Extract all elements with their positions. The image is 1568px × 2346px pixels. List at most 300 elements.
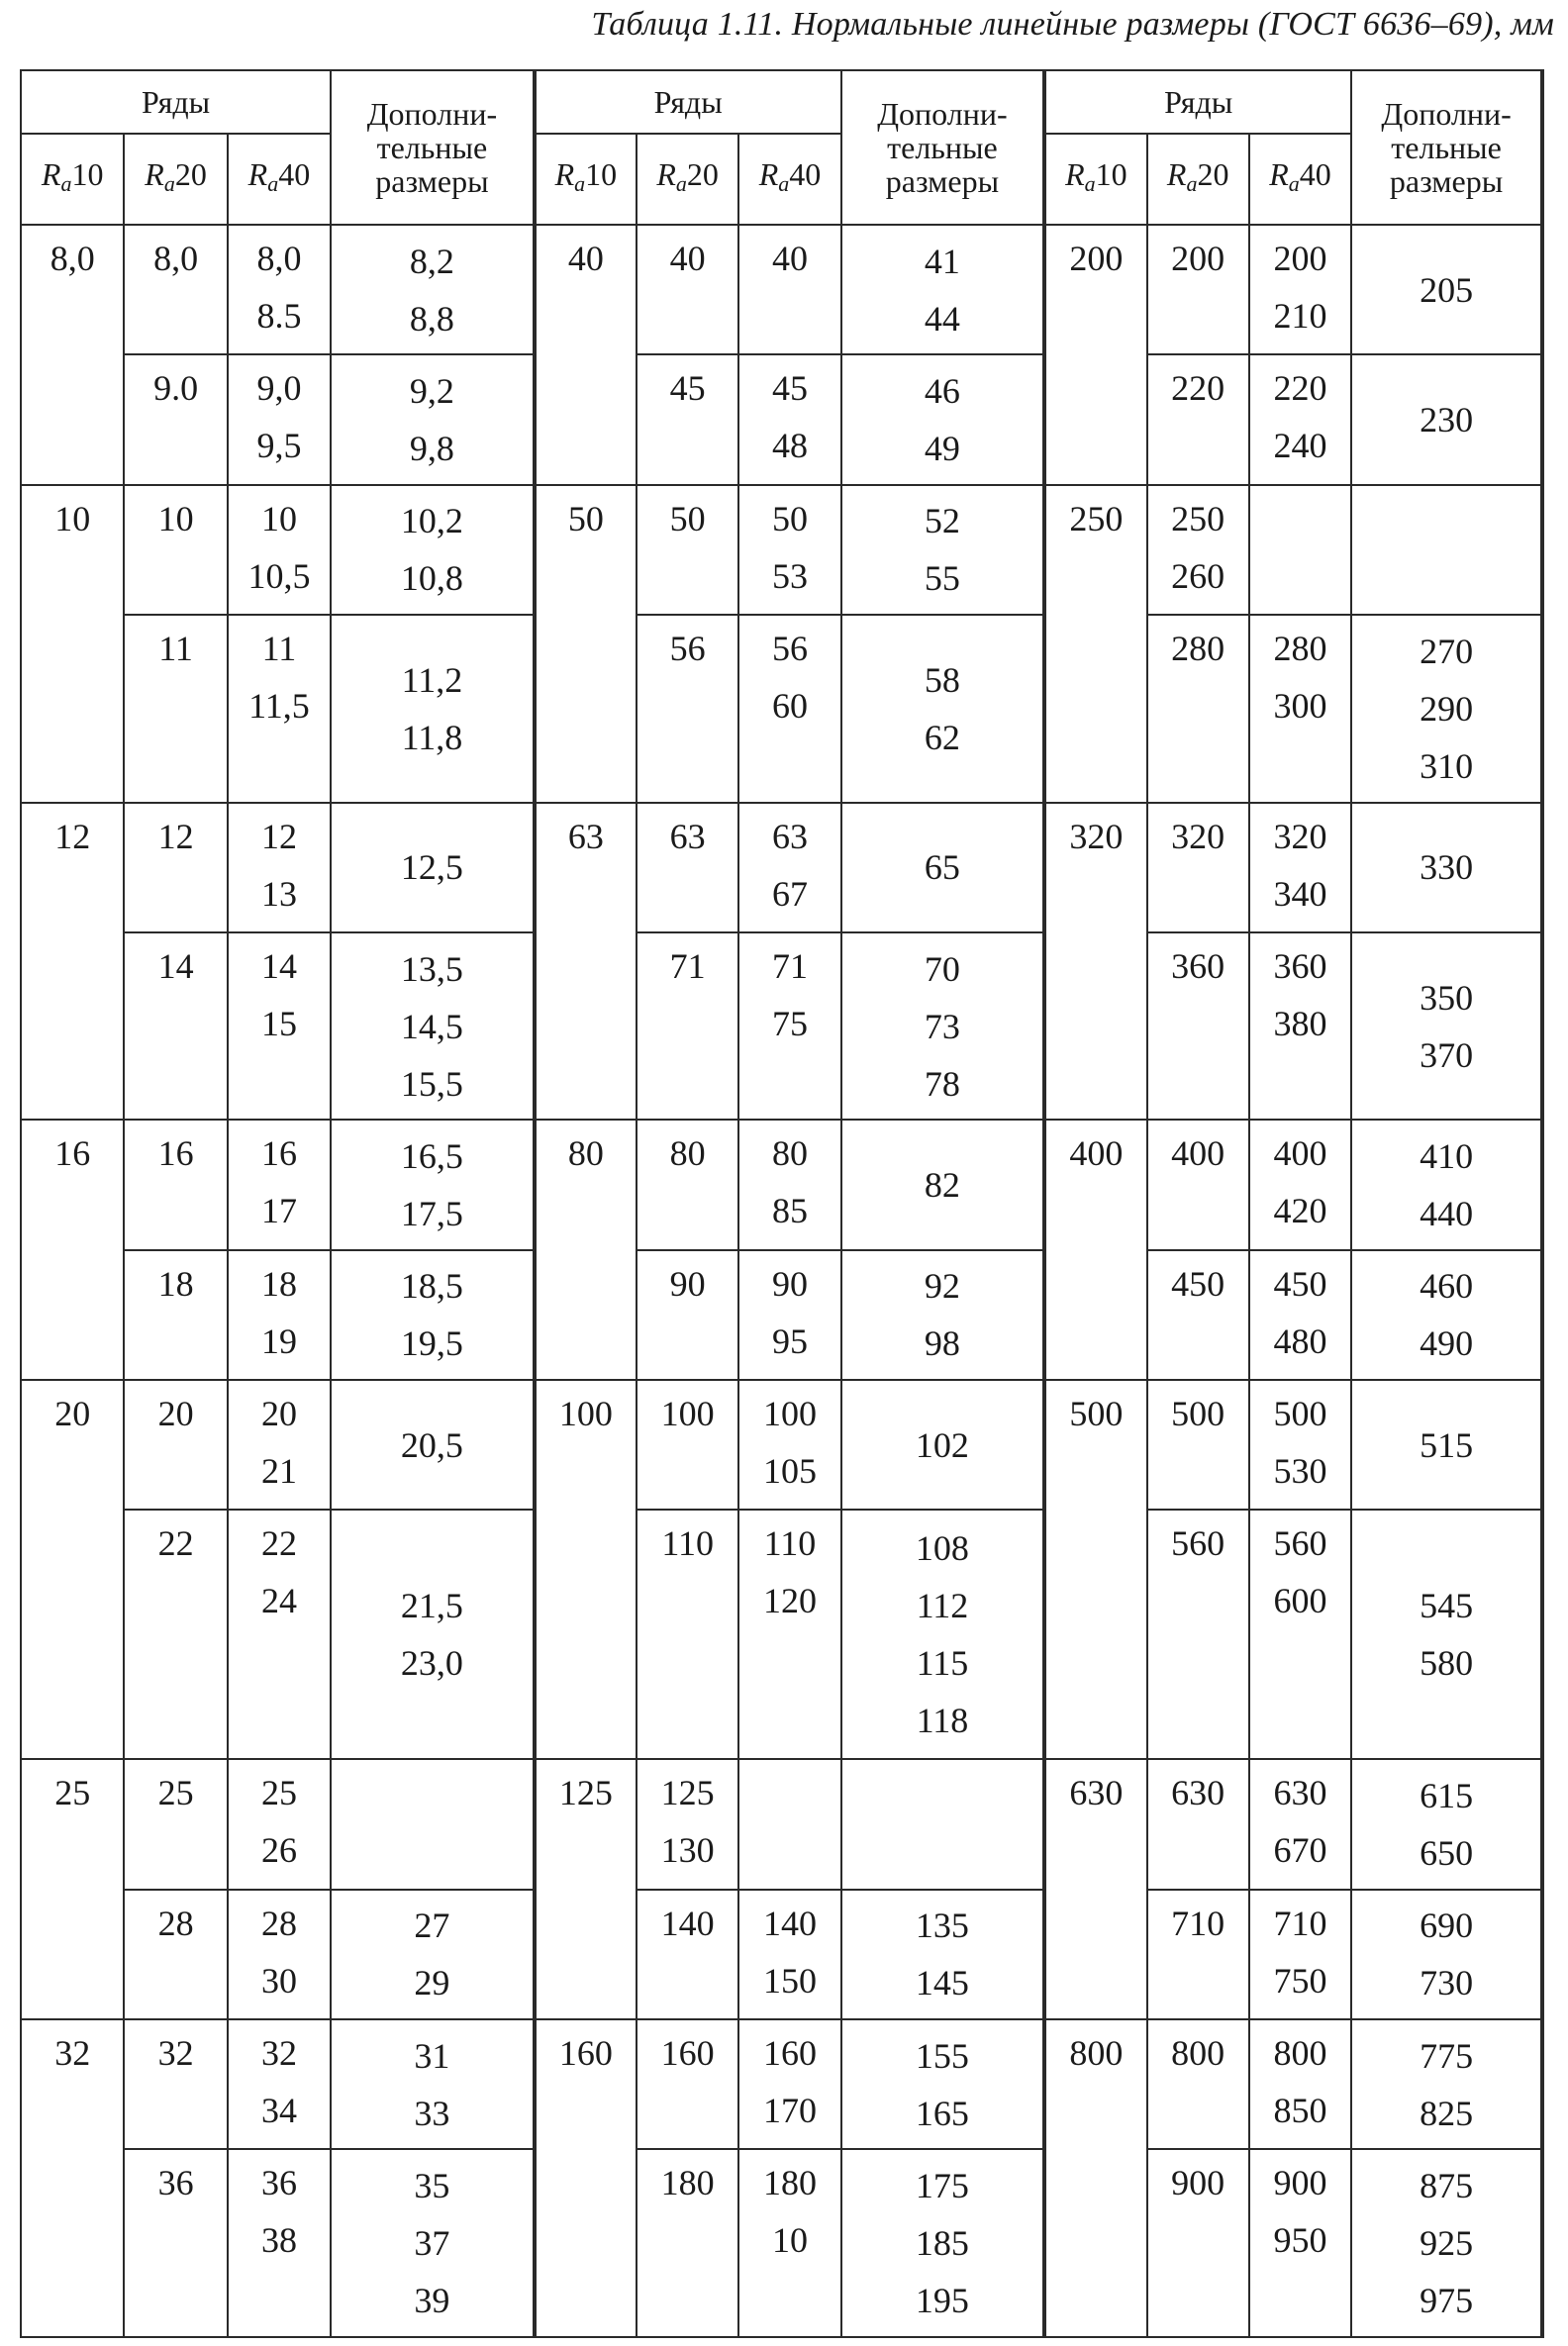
header-additional-line: размеры xyxy=(1389,163,1504,199)
value: 37 xyxy=(414,2223,450,2264)
cell-ra40 xyxy=(228,1759,331,1889)
value: 280 xyxy=(1171,629,1225,669)
value: 11 xyxy=(261,629,297,669)
value: 112 xyxy=(916,1586,969,1626)
value: 58 xyxy=(924,659,960,700)
table-row xyxy=(21,1250,1542,1380)
value: 105 xyxy=(762,1451,817,1492)
cell-ra20 xyxy=(124,2149,227,2337)
value: 9,8 xyxy=(409,429,454,469)
cell-ra20 xyxy=(1147,2019,1249,2149)
value: 12 xyxy=(54,816,91,856)
cell-ra10 xyxy=(535,1120,637,1380)
value: 90 xyxy=(669,1263,706,1304)
value: 73 xyxy=(924,1006,960,1046)
cell-ra40 xyxy=(1249,932,1351,1120)
value: 320 xyxy=(1171,816,1225,856)
cell-ra20 xyxy=(637,615,738,802)
value: 18 xyxy=(260,1263,297,1304)
cell-additional xyxy=(331,1380,535,1510)
value: 8,8 xyxy=(409,298,454,339)
cell-ra20 xyxy=(124,615,227,802)
cell-ra20 xyxy=(637,485,738,615)
value: 460 xyxy=(1420,1266,1474,1307)
value: 65 xyxy=(924,847,960,888)
value: 39 xyxy=(414,2281,450,2321)
table-row xyxy=(21,1510,1542,1759)
value: 115 xyxy=(916,1643,969,1684)
cell-additional xyxy=(1351,932,1542,1120)
value: 102 xyxy=(915,1424,969,1465)
value: 16,5 xyxy=(400,1136,463,1177)
value: 750 xyxy=(1273,1960,1327,2001)
header-additional-sizes xyxy=(841,70,1045,225)
cell-additional xyxy=(841,803,1045,932)
value: 600 xyxy=(1273,1581,1327,1621)
cell-ra40 xyxy=(738,1510,840,1759)
value: 515 xyxy=(1420,1424,1474,1465)
table-row xyxy=(21,354,1542,484)
header-ra10: $R_a10$ xyxy=(535,134,637,225)
header-additional-sizes xyxy=(331,70,535,225)
value: 900 xyxy=(1273,2163,1327,2203)
cell-ra40 xyxy=(738,1380,840,1510)
cell-ra20 xyxy=(124,1890,227,2019)
value: 15,5 xyxy=(400,1063,463,1104)
value: 49 xyxy=(924,429,960,469)
cell-additional xyxy=(331,1890,535,2019)
table-row xyxy=(21,1120,1542,1249)
cell-additional xyxy=(331,932,535,1120)
cell-ra10 xyxy=(21,1120,124,1380)
value: 710 xyxy=(1171,1903,1225,1943)
cell-ra40 xyxy=(738,225,840,354)
value: 19 xyxy=(260,1320,297,1361)
cell-ra10 xyxy=(21,1380,124,1759)
cell-ra40 xyxy=(1249,1759,1351,1889)
value: 100 xyxy=(660,1394,715,1434)
cell-ra40 xyxy=(738,932,840,1120)
value: 490 xyxy=(1420,1323,1474,1364)
value: 44 xyxy=(924,298,960,339)
cell-ra10 xyxy=(1044,1120,1146,1380)
value: 400 xyxy=(1171,1133,1225,1174)
cell-ra40 xyxy=(1249,615,1351,802)
value: 18,5 xyxy=(400,1266,463,1307)
cell-additional xyxy=(331,1510,535,1759)
cell-ra20 xyxy=(1147,354,1249,484)
cell-additional xyxy=(1351,354,1542,484)
value: 950 xyxy=(1273,2220,1327,2261)
cell-ra20 xyxy=(124,803,227,932)
cell-ra40 xyxy=(1249,2149,1351,2337)
value: 8,2 xyxy=(409,241,454,281)
cell-ra20 xyxy=(637,932,738,1120)
cell-additional xyxy=(331,2019,535,2149)
cell-ra20 xyxy=(1147,1120,1249,1249)
value: 400 xyxy=(1273,1133,1327,1174)
value: 28 xyxy=(260,1903,297,1943)
cell-ra10 xyxy=(21,485,124,803)
value: 280 xyxy=(1273,629,1327,669)
value: 92 xyxy=(924,1266,960,1307)
value: 220 xyxy=(1171,368,1225,409)
value: 23,0 xyxy=(400,1643,463,1684)
value: 300 xyxy=(1273,686,1327,727)
cell-ra40 xyxy=(1249,1250,1351,1380)
value: 730 xyxy=(1420,1963,1474,2004)
cell-ra20 xyxy=(1147,803,1249,932)
cell-ra10 xyxy=(21,1759,124,2019)
cell-ra20 xyxy=(1147,485,1249,615)
cell-ra40 xyxy=(1249,1890,1351,2019)
value: 710 xyxy=(1273,1903,1327,1943)
value: 20 xyxy=(157,1394,194,1434)
value: 14,5 xyxy=(400,1006,463,1046)
cell-additional xyxy=(1351,1890,1542,2019)
cell-ra20 xyxy=(1147,615,1249,802)
cell-ra20 xyxy=(1147,1510,1249,1759)
value: 16 xyxy=(54,1133,91,1174)
value: 71 xyxy=(669,945,706,986)
cell-ra10 xyxy=(1044,485,1146,803)
value: 31 xyxy=(414,2035,450,2076)
cell-ra10 xyxy=(535,803,637,1121)
cell-ra20 xyxy=(637,225,738,354)
cell-ra40 xyxy=(228,354,331,484)
value: 125 xyxy=(660,1773,715,1813)
value: 185 xyxy=(915,2223,969,2264)
cell-additional xyxy=(841,2149,1045,2337)
value: 95 xyxy=(771,1320,808,1361)
value: 560 xyxy=(1171,1523,1225,1564)
value: 370 xyxy=(1420,1034,1474,1075)
value: 32 xyxy=(260,2033,297,2073)
value: 16 xyxy=(157,1133,194,1174)
value: 12 xyxy=(260,816,297,856)
cell-ra20 xyxy=(124,225,227,354)
header-rows-group: Ряды xyxy=(535,70,841,134)
value: 135 xyxy=(915,1906,969,1946)
cell-ra10 xyxy=(535,1380,637,1759)
cell-ra10 xyxy=(1044,803,1146,1121)
value: 410 xyxy=(1420,1136,1474,1177)
cell-ra40 xyxy=(228,1380,331,1510)
value: 850 xyxy=(1273,2091,1327,2130)
value: 340 xyxy=(1273,873,1327,914)
value: 10 xyxy=(157,498,194,538)
value: 10 xyxy=(771,2220,808,2261)
table-row xyxy=(21,225,1542,354)
value: 20 xyxy=(260,1394,297,1434)
header-ra20: $R_a20$ xyxy=(124,134,227,225)
value: 80 xyxy=(771,1133,808,1174)
value: 10 xyxy=(260,498,297,538)
cell-additional xyxy=(1351,1120,1542,1249)
value: 480 xyxy=(1273,1320,1327,1361)
value: 120 xyxy=(762,1581,817,1621)
cell-ra40 xyxy=(228,2149,331,2337)
value: 32 xyxy=(157,2033,194,2073)
cell-ra40 xyxy=(228,1120,331,1249)
cell-ra20 xyxy=(637,1250,738,1380)
value: 12 xyxy=(157,816,194,856)
cell-ra40 xyxy=(228,615,331,802)
cell-ra10 xyxy=(1044,225,1146,485)
cell-additional xyxy=(841,1759,1045,1889)
cell-ra20 xyxy=(124,354,227,484)
value: 8,0 xyxy=(256,239,302,278)
value: 450 xyxy=(1273,1263,1327,1304)
cell-additional xyxy=(841,1120,1045,1249)
value: 125 xyxy=(558,1773,613,1813)
value: 140 xyxy=(762,1903,817,1943)
cell-ra20 xyxy=(637,1380,738,1510)
header-ra40: $R_a40$ xyxy=(1249,134,1351,225)
table-row xyxy=(21,803,1542,932)
value: 250 xyxy=(1171,498,1225,538)
value: 450 xyxy=(1171,1263,1225,1304)
value: 900 xyxy=(1171,2163,1225,2203)
header-ra40: $R_a40$ xyxy=(738,134,840,225)
cell-ra20 xyxy=(637,2149,738,2337)
cell-ra40 xyxy=(228,485,331,615)
value: 70 xyxy=(924,948,960,989)
cell-additional xyxy=(841,485,1045,615)
cell-ra20 xyxy=(637,803,738,932)
table-row xyxy=(21,1759,1542,1889)
cell-ra10 xyxy=(535,485,637,803)
value: 10,2 xyxy=(400,501,463,541)
value: 925 xyxy=(1420,2223,1474,2264)
value: 46 xyxy=(924,371,960,412)
value: 24 xyxy=(260,1581,297,1621)
header-ra20: $R_a20$ xyxy=(1147,134,1249,225)
cell-ra20 xyxy=(124,932,227,1120)
value: 85 xyxy=(771,1191,808,1231)
value: 250 xyxy=(1069,498,1124,538)
cell-additional xyxy=(841,932,1045,1120)
cell-ra10 xyxy=(535,2019,637,2337)
value: 360 xyxy=(1273,945,1327,986)
value: 10 xyxy=(54,498,91,538)
cell-additional xyxy=(841,2019,1045,2149)
value: 32 xyxy=(54,2033,91,2073)
value: 145 xyxy=(915,1963,969,2004)
value: 630 xyxy=(1069,1773,1124,1813)
value: 13 xyxy=(260,873,297,914)
value: 11,2 xyxy=(401,659,463,700)
value: 25 xyxy=(157,1773,194,1813)
value: 195 xyxy=(915,2281,969,2321)
cell-ra40 xyxy=(738,1120,840,1249)
value: 500 xyxy=(1171,1394,1225,1434)
cell-ra20 xyxy=(1147,1250,1249,1380)
value: 155 xyxy=(915,2035,969,2076)
cell-ra20 xyxy=(124,1380,227,1510)
value: 200 xyxy=(1171,239,1225,278)
cell-additional xyxy=(841,1890,1045,2019)
table-row xyxy=(21,932,1542,1120)
normal-linear-sizes-table xyxy=(20,69,1544,2338)
value: 440 xyxy=(1420,1194,1474,1234)
cell-additional xyxy=(1351,485,1542,615)
cell-additional xyxy=(1351,803,1542,932)
cell-ra40 xyxy=(738,803,840,932)
cell-ra40 xyxy=(228,1250,331,1380)
cell-ra20 xyxy=(124,2019,227,2149)
value: 20,5 xyxy=(400,1424,463,1465)
cell-additional xyxy=(331,1120,535,1249)
value: 825 xyxy=(1420,2093,1474,2133)
cell-additional xyxy=(841,1250,1045,1380)
header-rows-group: Ряды xyxy=(1044,70,1351,134)
cell-additional xyxy=(1351,1380,1542,1510)
value: 17,5 xyxy=(400,1194,463,1234)
cell-additional xyxy=(1351,615,1542,802)
header-additional-line: размеры xyxy=(375,163,489,199)
value: 56 xyxy=(771,629,808,669)
value: 50 xyxy=(669,498,706,538)
value: 78 xyxy=(924,1063,960,1104)
header-rows-group: Ряды xyxy=(21,70,331,134)
value: 45 xyxy=(669,368,706,409)
table-body xyxy=(21,225,1542,2337)
value: 800 xyxy=(1171,2033,1225,2073)
value: 615 xyxy=(1420,1775,1474,1815)
cell-additional xyxy=(1351,2019,1542,2149)
value: 63 xyxy=(669,816,706,856)
cell-additional xyxy=(841,1380,1045,1510)
cell-ra20 xyxy=(637,2019,738,2149)
value: 118 xyxy=(916,1701,969,1741)
value: 11,8 xyxy=(401,717,463,757)
header-additional-line: Дополни- xyxy=(366,96,498,132)
value: 26 xyxy=(260,1830,297,1871)
value: 67 xyxy=(771,873,808,914)
cell-ra20 xyxy=(1147,1759,1249,1889)
value: 170 xyxy=(762,2091,817,2130)
value: 260 xyxy=(1171,555,1225,596)
cell-ra10 xyxy=(1044,1759,1146,2019)
cell-ra40 xyxy=(228,932,331,1120)
cell-ra20 xyxy=(1147,932,1249,1120)
cell-ra40 xyxy=(1249,225,1351,354)
value: 320 xyxy=(1069,816,1124,856)
value: 9.0 xyxy=(153,368,199,409)
value: 98 xyxy=(924,1323,960,1364)
value: 330 xyxy=(1420,847,1474,888)
value: 35 xyxy=(414,2166,450,2206)
table-row xyxy=(21,615,1542,802)
value: 80 xyxy=(567,1133,604,1174)
value: 290 xyxy=(1420,688,1474,729)
cell-ra10 xyxy=(1044,1380,1146,1759)
value: 108 xyxy=(915,1528,969,1569)
table-row xyxy=(21,1380,1542,1510)
cell-ra10 xyxy=(535,1759,637,2019)
value: 33 xyxy=(414,2093,450,2133)
value: 9,5 xyxy=(256,426,302,466)
value: 200 xyxy=(1273,239,1327,278)
value: 160 xyxy=(558,2033,613,2073)
value: 53 xyxy=(771,555,808,596)
value: 10,8 xyxy=(400,558,463,599)
cell-ra40 xyxy=(228,2019,331,2149)
value: 30 xyxy=(260,1960,297,2001)
cell-ra20 xyxy=(124,1510,227,1759)
value: 40 xyxy=(669,239,706,278)
header-additional-line: тельные xyxy=(887,130,998,165)
value: 100 xyxy=(762,1394,817,1434)
value: 500 xyxy=(1273,1394,1327,1434)
value: 320 xyxy=(1273,816,1327,856)
value: 630 xyxy=(1273,1773,1327,1813)
cell-additional xyxy=(841,615,1045,802)
cell-ra20 xyxy=(124,1759,227,1889)
cell-additional xyxy=(331,354,535,484)
value: 380 xyxy=(1273,1003,1327,1043)
cell-ra40 xyxy=(228,1510,331,1759)
cell-additional xyxy=(1351,2149,1542,2337)
cell-additional xyxy=(331,485,535,615)
value: 55 xyxy=(924,558,960,599)
cell-additional xyxy=(1351,1510,1542,1759)
value: 25 xyxy=(54,1773,91,1813)
header-additional-line: тельные xyxy=(1391,130,1502,165)
value: 670 xyxy=(1273,1830,1327,1871)
cell-ra20 xyxy=(1147,225,1249,354)
value: 800 xyxy=(1273,2033,1327,2073)
cell-additional xyxy=(331,615,535,802)
value: 71 xyxy=(771,945,808,986)
cell-ra40 xyxy=(738,1250,840,1380)
value: 360 xyxy=(1171,945,1225,986)
value: 63 xyxy=(771,816,808,856)
value: 45 xyxy=(771,368,808,409)
cell-additional xyxy=(1351,225,1542,354)
cell-ra10 xyxy=(21,803,124,1121)
header-ra10: $R_a10$ xyxy=(1044,134,1146,225)
cell-additional xyxy=(331,803,535,932)
header-additional-line: Дополни- xyxy=(877,96,1008,132)
value: 350 xyxy=(1420,977,1474,1018)
cell-ra40 xyxy=(738,2019,840,2149)
value: 27 xyxy=(414,1906,450,1946)
value: 310 xyxy=(1420,745,1474,786)
value: 11 xyxy=(158,629,193,669)
value: 800 xyxy=(1069,2033,1124,2073)
table-caption: Таблица 1.11. Нормальные линейные размеры (ГОСТ 6636–69), мм xyxy=(591,6,1554,43)
value: 775 xyxy=(1420,2035,1474,2076)
value: 29 xyxy=(414,1963,450,2004)
cell-additional xyxy=(331,1250,535,1380)
cell-ra20 xyxy=(1147,1890,1249,2019)
cell-additional xyxy=(1351,1759,1542,1889)
value: 10,5 xyxy=(247,555,311,596)
value: 14 xyxy=(260,945,297,986)
cell-ra40 xyxy=(1249,485,1351,615)
cell-ra10 xyxy=(21,225,124,485)
header-additional-line: Дополни- xyxy=(1381,96,1512,132)
table-row xyxy=(21,485,1542,615)
value: 13,5 xyxy=(400,948,463,989)
value: 160 xyxy=(660,2033,715,2073)
value: 50 xyxy=(567,498,604,538)
value: 545 xyxy=(1420,1586,1474,1626)
value: 56 xyxy=(669,629,706,669)
value: 180 xyxy=(660,2163,715,2203)
